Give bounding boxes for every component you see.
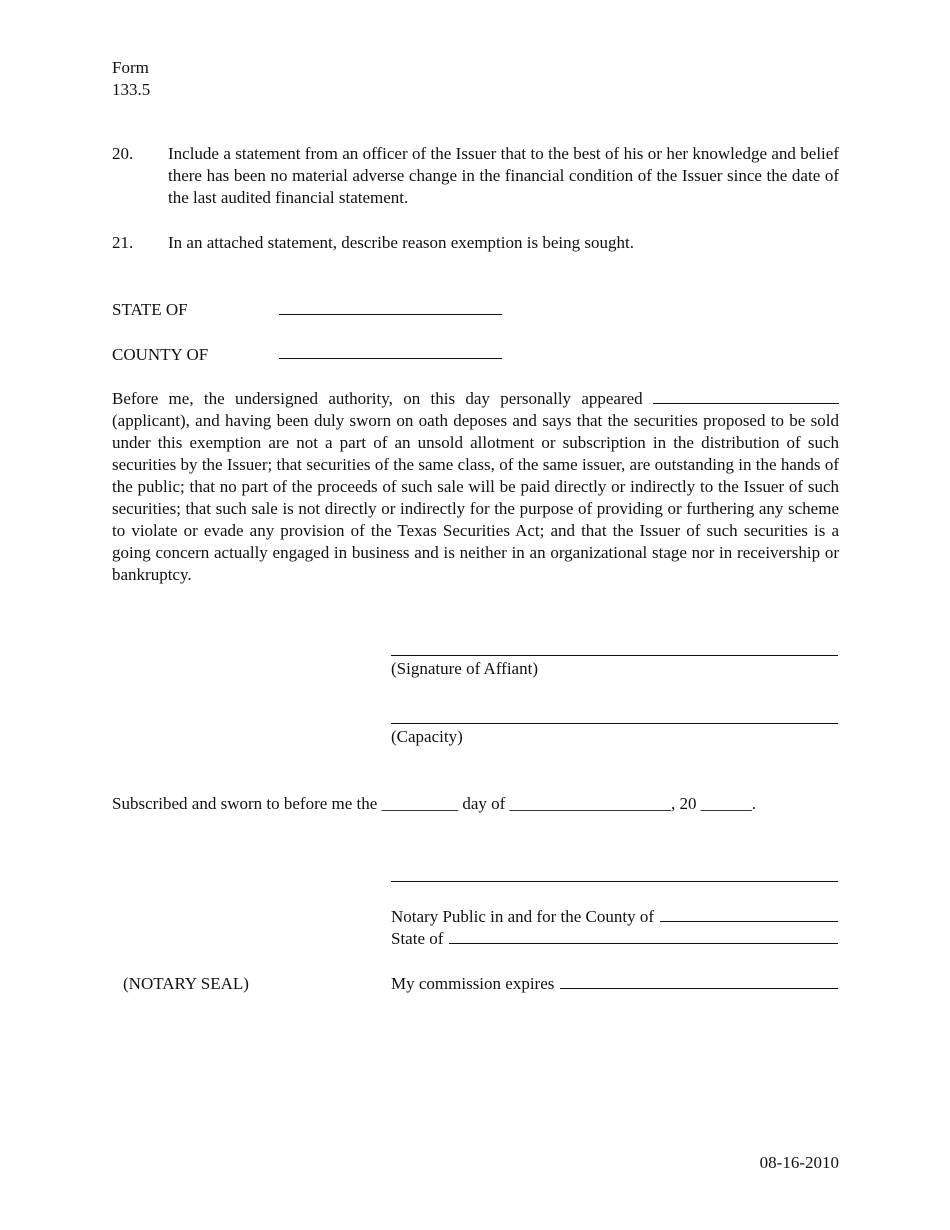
capacity-line[interactable] [391,723,838,724]
applicant-name-field[interactable] [653,389,839,404]
state-of-label: STATE OF [112,300,188,319]
commission-row [391,973,838,995]
item-21-number: 21. [112,233,134,252]
county-of-field[interactable] [279,358,502,359]
notary-county-row [391,906,838,928]
affiant-signature-caption: (Signature of Affiant) [391,659,538,678]
county-of-label: COUNTY OF [112,345,209,364]
notary-seal-label: (NOTARY SEAL) [123,974,249,993]
notary-county-field[interactable] [660,907,838,922]
sworn-statement: Subscribed and sworn to before me the _________ day of ___________________, 20 ______. [112,794,757,813]
oath-paragraph [112,388,839,586]
item-21-text: In an attached statement, describe reason exemption is being sought. [168,233,634,252]
notary-state-field[interactable] [449,929,838,944]
notary-signature-line[interactable] [391,881,838,882]
oath-intro: Before me, the undersigned authority, on this day personally appeared [112,389,643,408]
notary-state-label: State of [391,929,444,948]
capacity-caption: (Capacity) [391,727,463,746]
revision-date: 08-16-2010 [759,1153,839,1172]
oath-body: (applicant), and having been duly sworn on oath deposes and says that the securities proposed to be sold under this exemption are not a part of an unsold allotment or subscription in the distribution of such securities by the Issuer; that securities of the same class, of the same issuer, are outstanding in the hands of the public; that no part of the proceeds of such sale will be paid directly or indirectly to the Issuer of such securities; that such sale is not directly or indirectly for the purpose of providing or furthering any scheme to violate or evade any provision of the Texas Securities Act; and that the Issuer of such securities is a going concern actually engaged in business and is neither in an organizational stage nor in receivership or bankruptcy. [112,411,839,584]
form-label: Form [112,58,149,77]
item-20-number: 20. [112,144,134,163]
affiant-signature-line[interactable] [391,655,838,656]
notary-county-label: Notary Public in and for the County of [391,907,654,926]
form-code: 133.5 [112,80,151,99]
commission-expires-field[interactable] [560,974,838,989]
form-number [112,57,232,101]
notary-state-row [391,928,838,950]
commission-label: My commission expires [391,974,555,993]
item-20-text: Include a statement from an officer of the Issuer that to the best of his or her knowledge and belief there has been no material adverse change in the financial condition of the Issuer since the date of the last audited financial statement. [168,144,839,207]
state-of-field[interactable] [279,314,502,315]
